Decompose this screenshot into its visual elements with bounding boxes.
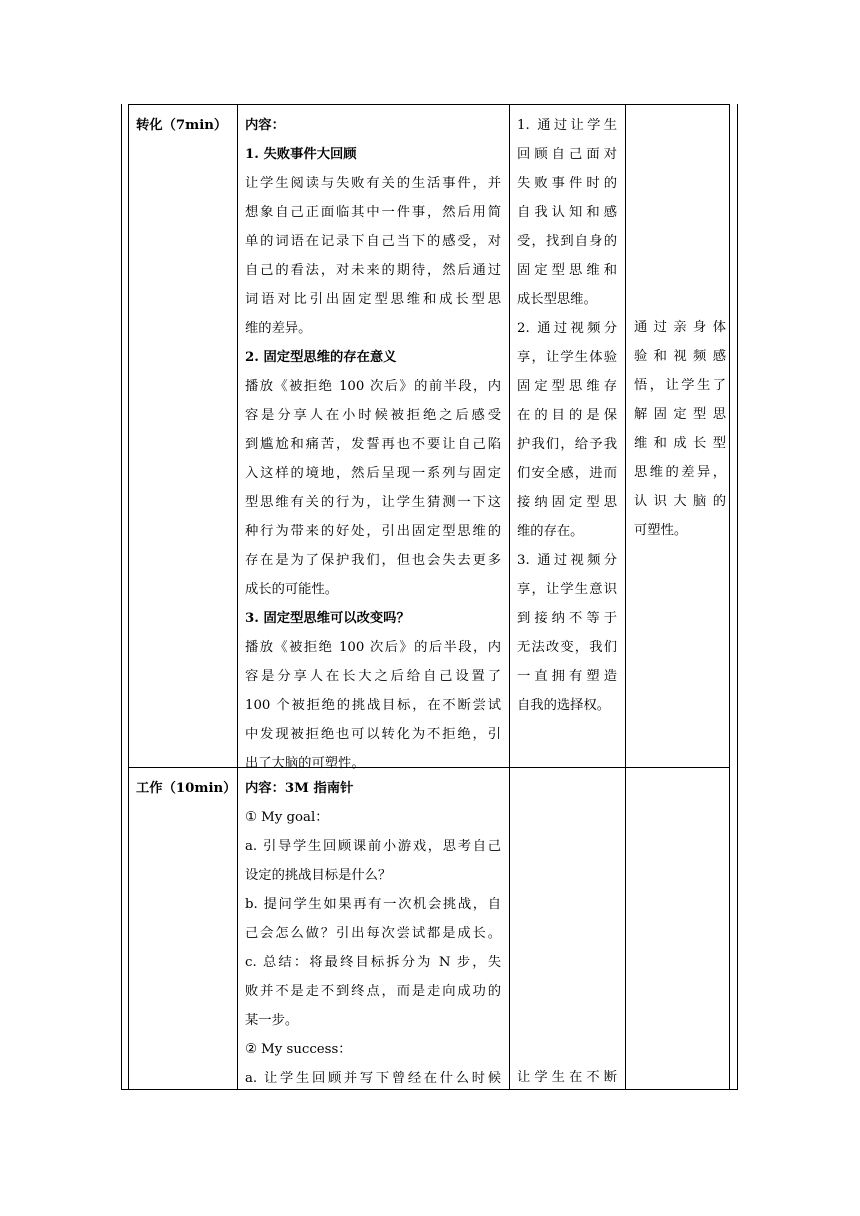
content-line: 自己的看法，对未来的期待，然后通过 — [245, 263, 501, 278]
content-line: 到尴尬和痛苦，发誓再也不要让自己陷 — [245, 437, 501, 452]
content-line: 败并不是走不到终点，而是走向成功的 — [245, 984, 501, 999]
stage-cell-transform: 转化（7min） — [136, 118, 228, 133]
content-line: 中发现被拒绝也可以转化为不拒绝，引 — [245, 727, 501, 742]
section-heading: 2. 固定型思维的存在意义 — [245, 350, 397, 365]
purpose-line: 享，让学生意识 — [517, 582, 617, 597]
purpose-line: 无法改变，我们 — [517, 640, 617, 655]
section-heading: 3. 固定型思维可以改变吗？ — [245, 611, 410, 626]
purpose-line: 自我的选择权。 — [517, 698, 611, 713]
purpose-line: 1. 通过让学生 — [517, 118, 617, 133]
aim-line: 认识大脑的 — [634, 494, 726, 509]
content-line: a. 让学生回顾并写下曾经在什么时候 — [245, 1071, 501, 1086]
purpose-line: 2. 通过视频分 — [517, 321, 617, 336]
purpose-line: 到接纳不等于 — [517, 611, 617, 626]
content-line: ① My goal： — [245, 810, 329, 825]
content-cell-work — [245, 774, 501, 1093]
content-line: 100 个被拒绝的挑战目标，在不断尝试 — [245, 698, 501, 713]
purpose-line: 一直拥有塑造 — [517, 669, 617, 684]
content-line: 种行为带来的好处，引出固定型思维的 — [245, 524, 501, 539]
content-line: b. 提问学生如果再有一次机会挑战，自 — [245, 897, 501, 912]
aim-line: 可塑性。 — [634, 523, 688, 538]
aim-line: 通过亲身体 — [634, 320, 726, 335]
purpose-line: 们安全感，进而 — [517, 466, 617, 481]
column-divider-content — [509, 104, 510, 1090]
purpose-line: 在的目的是保 — [517, 408, 617, 423]
content-cell-transform — [245, 111, 501, 778]
purpose-cell-work — [517, 1063, 617, 1092]
purpose-line: 固定型思维存 — [517, 379, 617, 394]
purpose-line: 受，找到自身的 — [517, 234, 617, 249]
aim-line: 解固定型思 — [634, 407, 726, 422]
aim-line: 验和视频感 — [634, 349, 726, 364]
purpose-line: 自我认知和感 — [517, 205, 617, 220]
content-line: ② My success： — [245, 1042, 352, 1057]
purpose-line: 3. 通过视频分 — [517, 553, 617, 568]
content-line: 内容： — [245, 118, 285, 133]
table-outer-right-border — [737, 104, 738, 1090]
content-line: 播放《被拒绝 100 次后》的后半段，内 — [245, 640, 501, 655]
content-line: 播放《被拒绝 100 次后》的前半段，内 — [245, 379, 501, 394]
column-divider-stage — [237, 104, 238, 1090]
purpose-line: 接纳固定型思 — [517, 495, 617, 510]
section-heading: 内容：3M 指南针 — [245, 781, 354, 796]
content-line: 己会怎么做？引出每次尝试都是成长。 — [245, 926, 501, 941]
purpose-line: 固定型思维和 — [517, 263, 617, 278]
stage-cell-work: 工作（10min） — [136, 781, 237, 796]
purpose-line: 回顾自己面对 — [517, 147, 617, 162]
content-line: 单的词语在记录下自己当下的感受，对 — [245, 234, 501, 249]
purpose-line: 享，让学生体验 — [517, 350, 617, 365]
aim-line: 维和成长型 — [634, 436, 726, 451]
table-left-border — [128, 104, 129, 1090]
content-line: 想象自己正面临其中一件事，然后用简 — [245, 205, 501, 220]
content-line: 设定的挑战目标是什么？ — [245, 868, 392, 883]
content-line: 型思维有关的行为，让学生猜测一下这 — [245, 495, 501, 510]
content-line: 维的差异。 — [245, 321, 312, 336]
column-divider-purpose — [625, 104, 626, 1090]
table-top-border — [128, 104, 730, 105]
table-right-border — [729, 104, 730, 1090]
aim-line: 思维的差异， — [634, 465, 726, 480]
content-line: 让学生阅读与失败有关的生活事件，并 — [245, 176, 501, 191]
content-line: a. 引导学生回顾课前小游戏，思考自己 — [245, 839, 501, 854]
content-line: 出了大脑的可塑性。 — [245, 756, 365, 771]
purpose-line: 让学生在不断 — [517, 1070, 617, 1085]
content-line: c. 总结：将最终目标拆分为 N 步，失 — [245, 955, 501, 970]
purpose-cell-transform — [517, 111, 617, 720]
section-heading: 1. 失败事件大回顾 — [245, 147, 357, 162]
purpose-line: 护我们，给予我 — [517, 437, 617, 452]
content-line: 容是分享人在小时候被拒绝之后感受 — [245, 408, 501, 423]
purpose-line: 维的存在。 — [517, 524, 584, 539]
content-line: 入这样的境地，然后呈现一系列与固定 — [245, 466, 501, 481]
aim-cell-transform — [634, 313, 726, 545]
content-line: 成长的可能性。 — [245, 582, 339, 597]
content-line: 词语对比引出固定型思维和成长型思 — [245, 292, 501, 307]
aim-line: 悟，让学生了 — [634, 378, 726, 393]
table-outer-left-border — [121, 104, 122, 1090]
content-line: 存在是为了保护我们，但也会失去更多 — [245, 553, 501, 568]
content-line: 某一步。 — [245, 1013, 299, 1028]
purpose-line: 失败事件时的 — [517, 176, 617, 191]
purpose-line: 成长型思维。 — [517, 292, 597, 307]
content-line: 容是分享人在长大之后给自己设置了 — [245, 669, 501, 684]
